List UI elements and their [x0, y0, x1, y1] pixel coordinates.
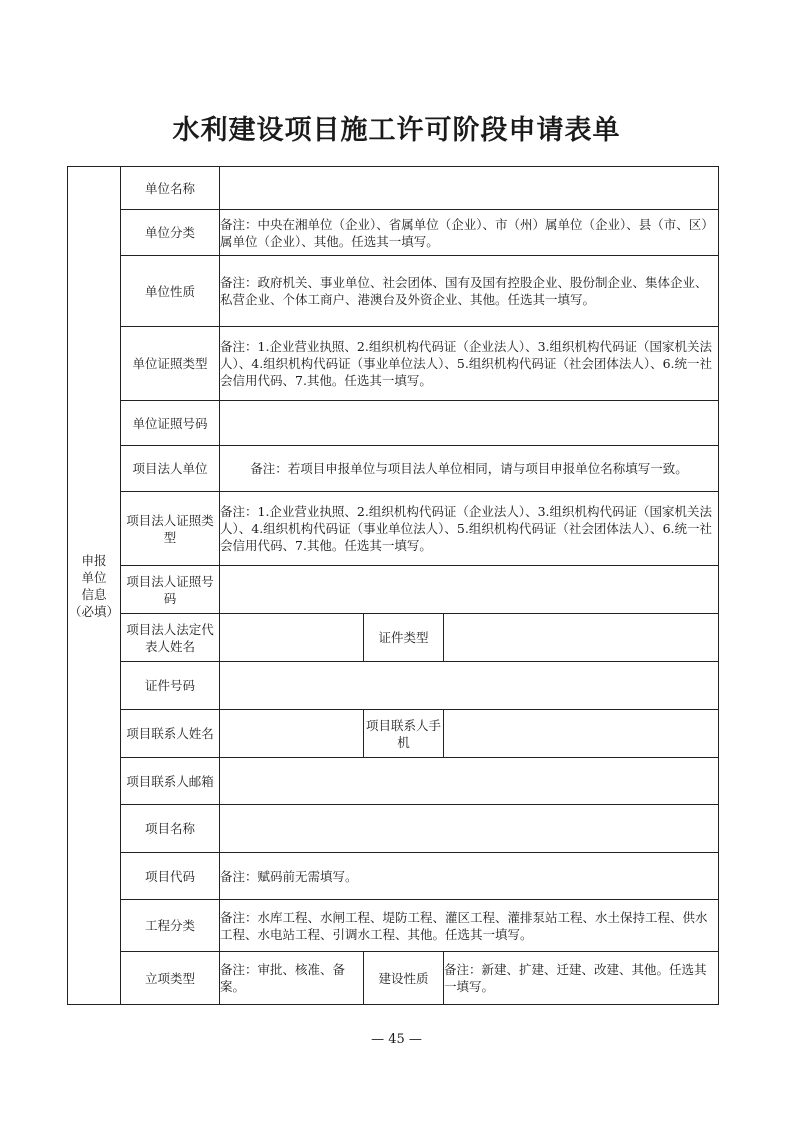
form-row-id-no	[68, 662, 719, 710]
form-row-unit-license-type	[68, 327, 719, 401]
form-row-legal-rep	[68, 614, 719, 662]
unit-name-field[interactable]	[220, 167, 719, 210]
contact-name-label: 项目联系人姓名	[121, 710, 220, 758]
project-category-field[interactable]: 备注：水库工程、水闸工程、堤防工程、灌区工程、灌排泵站工程、水土保持工程、供水工程、水电站工程、引调水工程、其他。任选其一填写。	[220, 900, 719, 952]
contact-email-label: 项目联系人邮箱	[121, 758, 220, 805]
contact-phone-field[interactable]	[444, 710, 719, 758]
contact-email-field[interactable]	[220, 758, 719, 805]
side-label-line: 信息	[81, 586, 107, 602]
unit-nature-field[interactable]: 备注：政府机关、事业单位、社会团体、国有及国有控股企业、股份制企业、集体企业、私营企业、个体工商户、港澳台及外资企业、其他。任选其一填写。	[220, 256, 719, 327]
unit-category-label: 单位分类	[121, 210, 220, 256]
form-row-unit-category	[68, 210, 719, 256]
form-row-project-code	[68, 853, 719, 900]
id-no-field[interactable]	[220, 662, 719, 710]
unit-name-label: 单位名称	[121, 167, 220, 210]
form-row-legal-license-no	[68, 566, 719, 614]
form-row-legal-license-type	[68, 492, 719, 566]
approval-type-label: 立项类型	[121, 952, 220, 1005]
application-form-table	[67, 166, 719, 1005]
unit-category-field[interactable]: 备注：中央在湘单位（企业）、省属单位（企业）、市（州）属单位（企业）、县（市、区）属单位（企业）、其他。任选其一填写。	[220, 210, 719, 256]
form-row-unit-name	[68, 167, 719, 210]
form-row-approval-type	[68, 952, 719, 1005]
unit-license-type-field[interactable]: 备注：1.企业营业执照、2.组织机构代码证（企业法人）、3.组织机构代码证（国家机关法人）、4.组织机构代码证（事业单位法人）、5.组织机构代码证（社会团体法人）、6.统一社会信用代码、7.其他。任选其一填写。	[220, 327, 719, 401]
form-row-project-legal-unit	[68, 446, 719, 492]
approval-type-field[interactable]: 备注：审批、核准、备案。	[220, 952, 364, 1005]
form-row-contact-email	[68, 758, 719, 805]
legal-rep-field[interactable]	[220, 614, 364, 662]
legal-license-no-label: 项目法人证照号码	[121, 566, 220, 614]
project-legal-unit-field[interactable]: 备注：若项目申报单位与项目法人单位相同，请与项目申报单位名称填写一致。	[220, 446, 719, 492]
id-type-label: 证件类型	[364, 614, 444, 662]
form-row-unit-nature	[68, 256, 719, 327]
form-row-contact	[68, 710, 719, 758]
side-section-label	[68, 167, 121, 1005]
form-row-project-category	[68, 900, 719, 952]
id-no-label: 证件号码	[121, 662, 220, 710]
page-number: — 45 —	[371, 1032, 422, 1047]
project-name-label: 项目名称	[121, 805, 220, 853]
construction-nature-label: 建设性质	[364, 952, 444, 1005]
form-row-unit-license-no	[68, 401, 719, 446]
project-category-label: 工程分类	[121, 900, 220, 952]
page-title: 水利建设项目施工许可阶段申请表单	[172, 115, 621, 146]
legal-rep-label: 项目法人法定代表人姓名	[121, 614, 220, 662]
construction-nature-field[interactable]: 备注：新建、扩建、迁建、改建、其他。任选其一填写。	[444, 952, 719, 1005]
side-label-line: 申报	[81, 552, 107, 568]
legal-license-type-field[interactable]: 备注：1.企业营业执照、2.组织机构代码证（企业法人）、3.组织机构代码证（国家机关法人）、4.组织机构代码证（事业单位法人）、5.组织机构代码证（社会团体法人）、6.统一社会信用代码、7.其他。任选其一填写。	[220, 492, 719, 566]
contact-name-field[interactable]	[220, 710, 364, 758]
side-label-line: （必填）	[68, 603, 119, 619]
project-code-label: 项目代码	[121, 853, 220, 900]
contact-phone-label: 项目联系人手机	[364, 710, 444, 758]
unit-license-type-label: 单位证照类型	[121, 327, 220, 401]
unit-license-no-label: 单位证照号码	[121, 401, 220, 446]
legal-license-type-label: 项目法人证照类型	[121, 492, 220, 566]
project-legal-unit-label: 项目法人单位	[121, 446, 220, 492]
id-type-field[interactable]	[444, 614, 719, 662]
side-label-line: 单位	[81, 569, 107, 585]
project-code-field[interactable]: 备注：赋码前无需填写。	[220, 853, 719, 900]
form-row-project-name	[68, 805, 719, 853]
project-name-field[interactable]	[220, 805, 719, 853]
unit-license-no-field[interactable]	[220, 401, 719, 446]
legal-license-no-field[interactable]	[220, 566, 719, 614]
unit-nature-label: 单位性质	[121, 256, 220, 327]
